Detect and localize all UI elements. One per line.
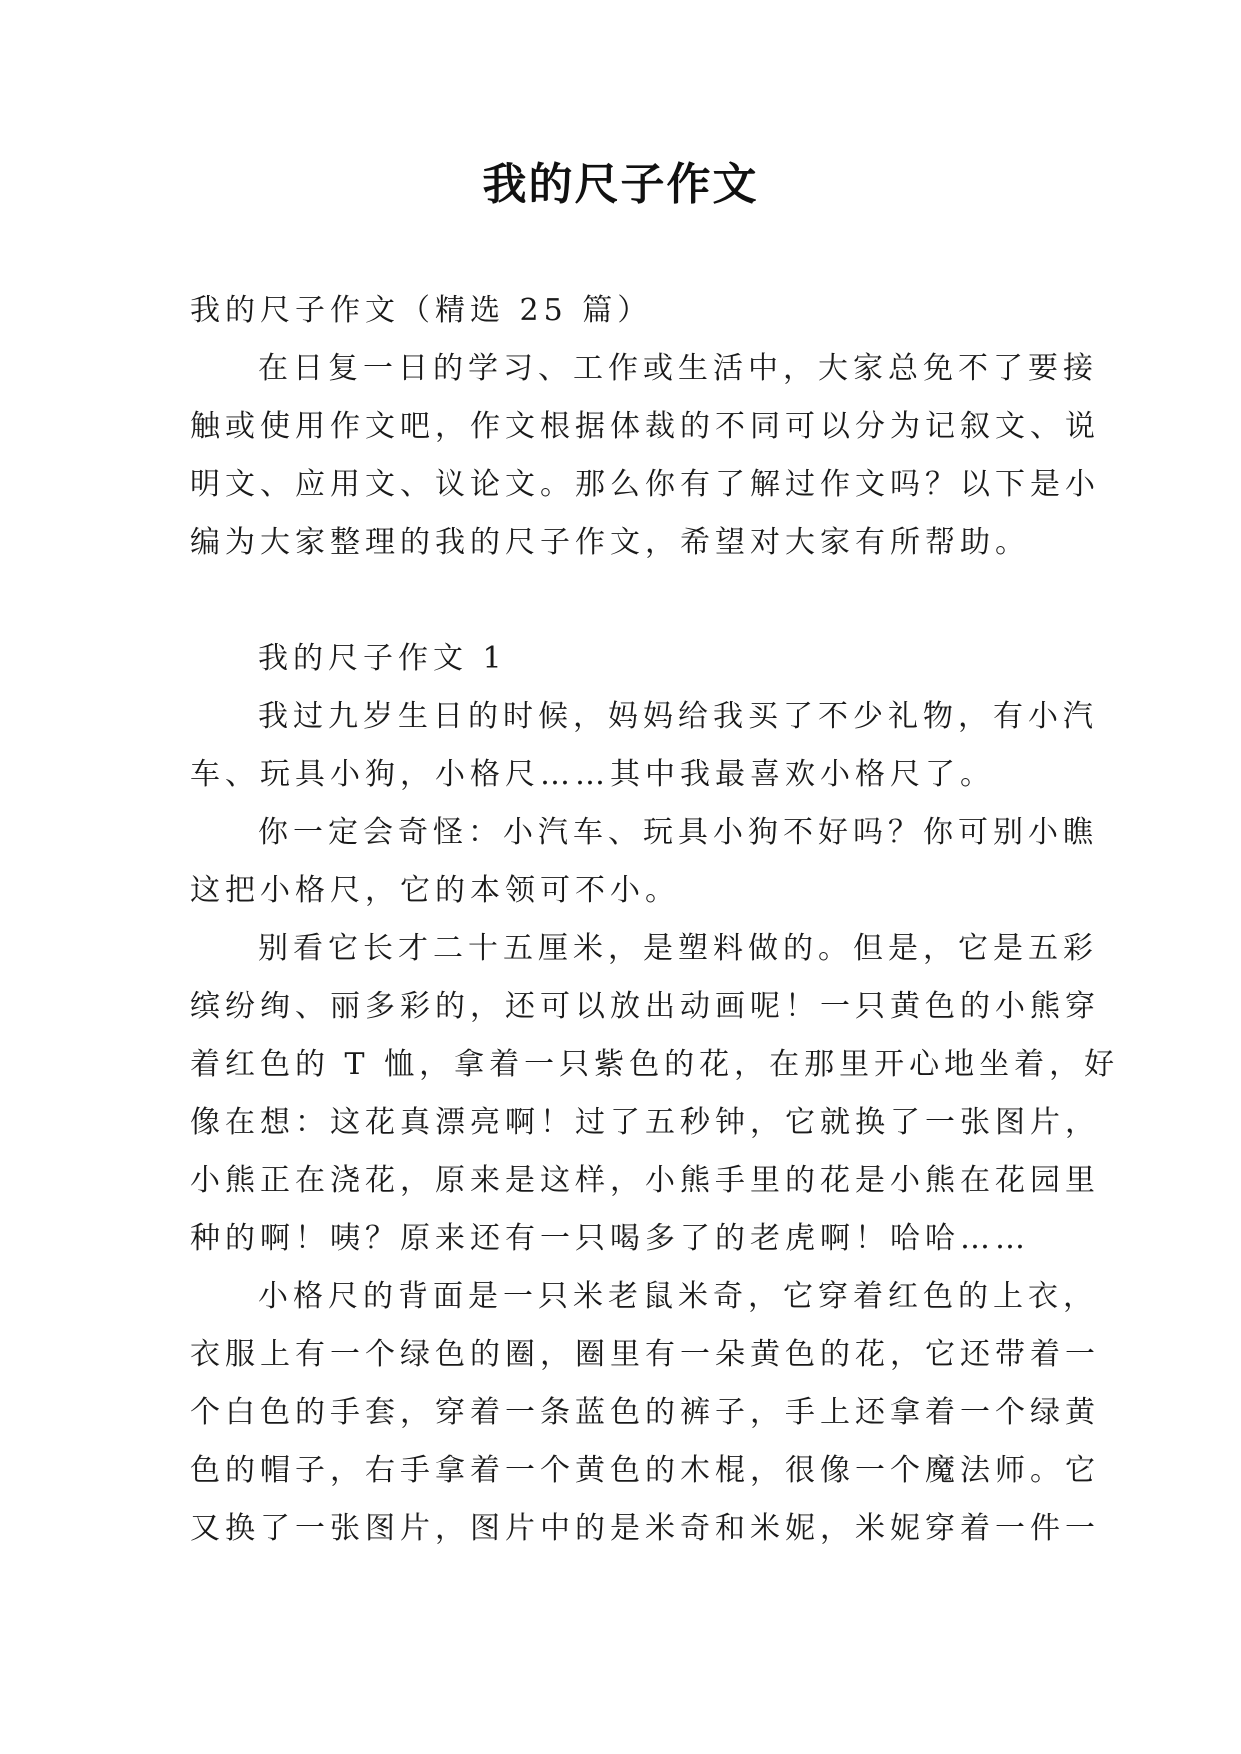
body-paragraph xyxy=(190,920,1120,1268)
intro-line: 触或使用作文吧，作文根据体裁的不同可以分为记叙文、说 xyxy=(190,409,1100,444)
document-title: 我的尺子作文 xyxy=(482,159,759,210)
paragraph-line: 种的啊！咦？原来还有一只喝多了的老虎啊！哈哈…… xyxy=(190,1221,1030,1256)
intro-line: 明文、应用文、议论文。那么你有了解过作文吗？以下是小 xyxy=(190,467,1100,502)
paragraph-line: 像在想：这花真漂亮啊！过了五秒钟，它就换了一张图片， xyxy=(190,1105,1100,1140)
paragraph-line: 这把小格尺，它的本领可不小。 xyxy=(190,873,680,908)
paragraph-line: 别看它长才二十五厘米，是塑料做的。但是，它是五彩 xyxy=(258,931,1098,966)
intro-paragraph xyxy=(190,340,1100,572)
intro-line: 在日复一日的学习、工作或生活中，大家总免不了要接 xyxy=(258,351,1098,386)
document-body xyxy=(190,282,1120,1558)
paragraph-line: 小格尺的背面是一只米老鼠米奇，它穿着红色的上衣， xyxy=(258,1279,1098,1314)
document-subtitle: 我的尺子作文（精选 25 篇） xyxy=(190,293,653,328)
body-paragraph xyxy=(190,804,1098,920)
paragraph-line: 着红色的 T 恤，拿着一只紫色的花，在那里开心地坐着，好 xyxy=(190,1047,1120,1082)
paragraph-line: 你一定会奇怪：小汽车、玩具小狗不好吗？你可别小瞧 xyxy=(258,815,1098,850)
intro-line: 编为大家整理的我的尺子作文，希望对大家有所帮助。 xyxy=(190,525,1030,560)
section-spacer xyxy=(190,572,1060,630)
section-heading: 我的尺子作文 1 xyxy=(258,641,507,676)
paragraph-line: 车、玩具小狗，小格尺……其中我最喜欢小格尺了。 xyxy=(190,757,995,792)
paragraph-line: 缤纷绚、丽多彩的，还可以放出动画呢！一只黄色的小熊穿 xyxy=(190,989,1100,1024)
paragraph-line: 我过九岁生日的时候，妈妈给我买了不少礼物，有小汽 xyxy=(258,699,1098,734)
paragraph-line: 又换了一张图片，图片中的是米奇和米妮，米妮穿着一件一 xyxy=(190,1511,1100,1546)
paragraph-line: 衣服上有一个绿色的圈，圈里有一朵黄色的花，它还带着一 xyxy=(190,1337,1100,1372)
paragraph-line: 小熊正在浇花，原来是这样，小熊手里的花是小熊在花园里 xyxy=(190,1163,1100,1198)
paragraph-line: 色的帽子，右手拿着一个黄色的木棍，很像一个魔法师。它 xyxy=(190,1453,1100,1488)
body-paragraph xyxy=(190,1268,1100,1558)
body-paragraph xyxy=(190,688,1098,804)
paragraph-line: 个白色的手套，穿着一条蓝色的裤子，手上还拿着一个绿黄 xyxy=(190,1395,1100,1430)
